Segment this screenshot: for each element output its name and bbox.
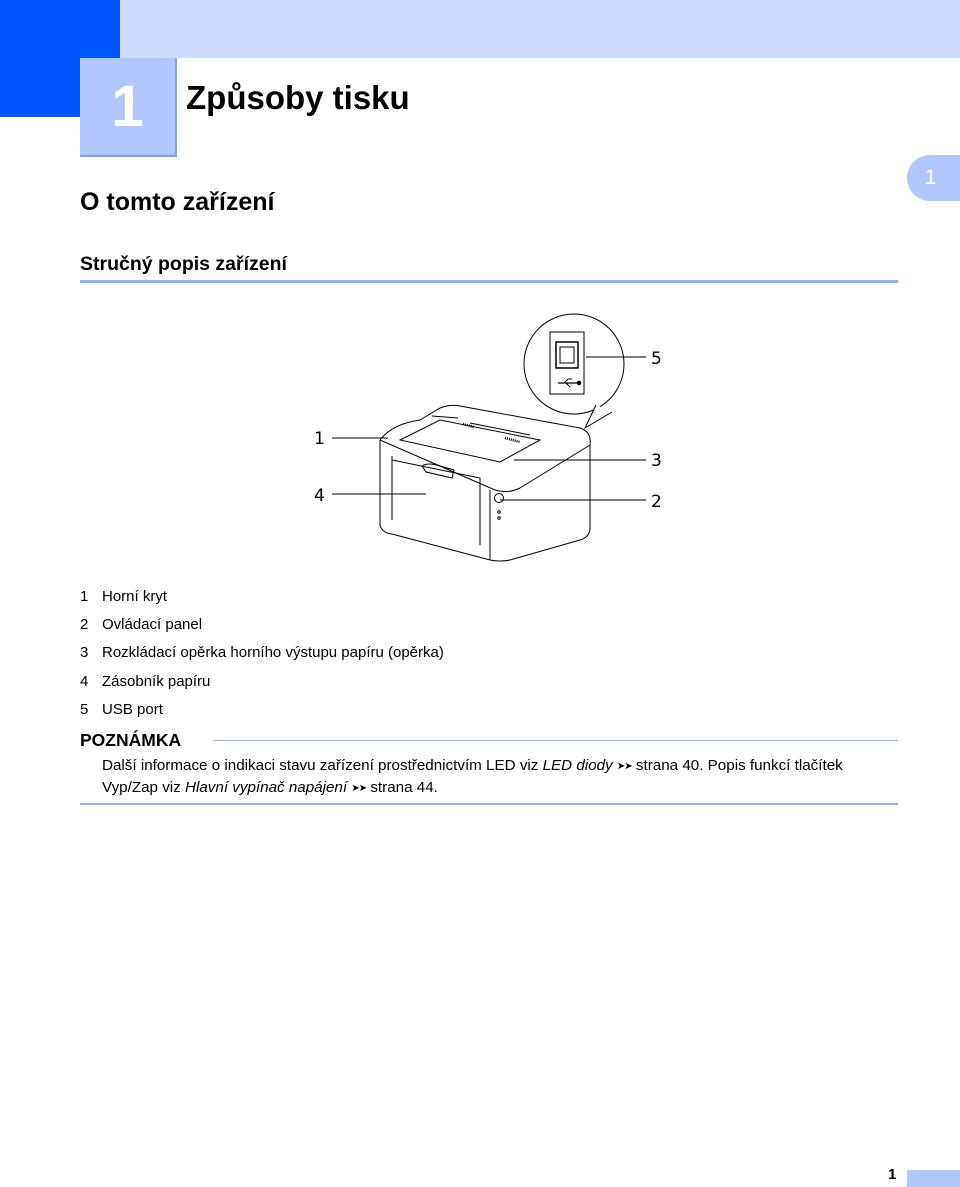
page-tab — [907, 1170, 960, 1187]
arrow-icon: ➤➤ — [351, 782, 367, 794]
section-title: O tomto zařízení — [80, 188, 275, 216]
chapter-number: 1 — [80, 58, 177, 157]
callout-3: 3 — [651, 451, 662, 471]
chapter-title: Způsoby tisku — [186, 79, 410, 116]
legend-item: 3 Rozkládací opěrka horního výstupu papíru (opěrka) — [80, 644, 444, 662]
section-rule — [80, 280, 898, 283]
arrow-icon: ➤➤ — [616, 761, 632, 772]
note-body: Další informace o indikaci stavu zařízení prostřednictvím LED viz LED diody ➤➤ strana 40. Popis funkcí tlačítek Vyp/Zap viz Hlavní vypínač napájení ➤➤ strana 44. — [102, 757, 843, 796]
callout-4: 4 — [314, 486, 325, 506]
usb-icon — [558, 379, 581, 387]
link-led-diody[interactable]: LED diody — [542, 757, 613, 774]
callout-2: 2 — [651, 492, 662, 512]
note-rule — [213, 740, 898, 741]
chapter-side-tab[interactable]: 1 — [907, 155, 960, 201]
legend-item: 2 Ovládací panel — [80, 615, 203, 633]
section-subtitle: Stručný popis zařízení — [80, 253, 287, 275]
printer-illustration — [300, 300, 700, 580]
legend-item: 5 USB port — [80, 700, 163, 718]
legend-item: 4 Zásobník papíru — [80, 672, 211, 690]
callout-5: 5 — [651, 349, 662, 369]
figure-legend — [80, 582, 444, 723]
header-band — [0, 0, 960, 58]
callout-1: 1 — [314, 429, 325, 449]
link-hlavni-vypinac[interactable]: Hlavní vypínač napájení — [185, 778, 348, 796]
legend-item: 1 Horní kryt — [80, 587, 168, 605]
note-title: POZNÁMKA — [80, 730, 182, 750]
usb-detail-circle — [524, 314, 624, 414]
page-number: 1 — [888, 1166, 897, 1183]
note-end-rule — [80, 803, 898, 805]
